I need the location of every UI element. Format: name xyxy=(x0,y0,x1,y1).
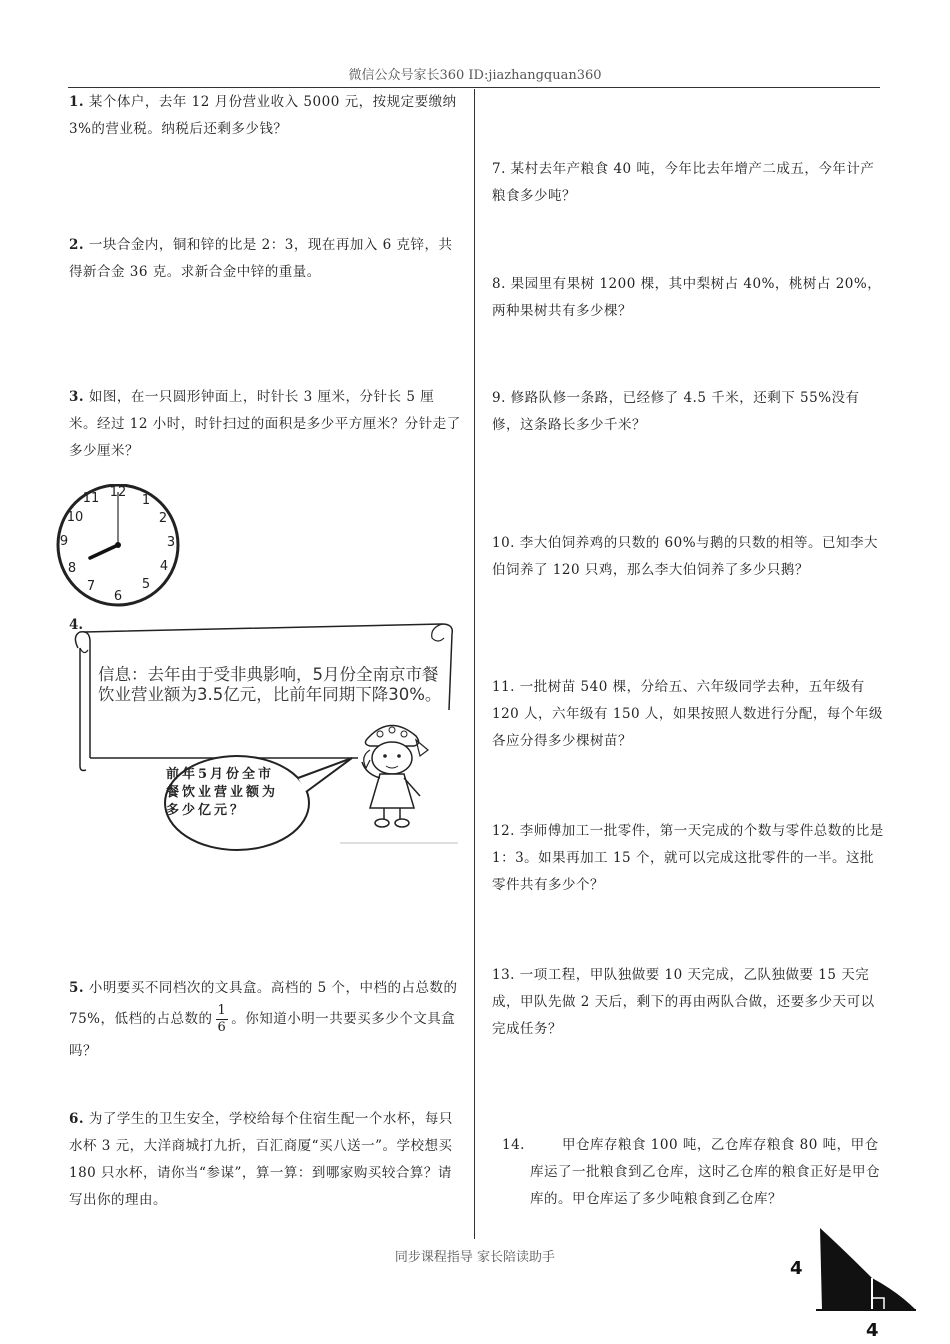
hour-hand xyxy=(90,545,118,558)
question-1 xyxy=(69,89,461,143)
question-1-number: 1. xyxy=(69,94,85,110)
girl-illustration xyxy=(340,716,440,831)
question-5 xyxy=(69,973,461,1066)
column-divider xyxy=(474,89,475,1239)
question-10: 10. 李大伯饲养鸡的只数的 60%与鹅的只数的相等。已知李大伯饲养了 120 只鸡，那么李大伯饲养了多少只鹅？ xyxy=(492,535,879,578)
question-6 xyxy=(69,1106,461,1214)
clock-number: 3 xyxy=(166,535,176,550)
fraction xyxy=(216,1003,229,1036)
clock-number: 4 xyxy=(159,559,169,574)
question-5-text-a: 小明要买不同档次的文具盒。高档的 5 个，中档的占总数的 75%，低档的占总数的 xyxy=(69,980,458,1027)
clock-number: 2 xyxy=(158,511,168,526)
question-3-text: 如图，在一只圆形钟面上，时针长 3 厘米，分针长 5 厘米。经过 12 小时，时针扫过的面积是多少平方厘米？分针走了多少厘米？ xyxy=(69,389,461,459)
question-2 xyxy=(69,232,461,286)
header-rule xyxy=(68,87,880,88)
question-4-number: 4. xyxy=(69,617,84,633)
question-6-text: 为了学生的卫生安全，学校给每个住宿生配一个水杯，每只水杯 3 元，大洋商城打九折，百汇商厦“买八送一”。学校想买 180 只水杯，请你当“参谋”，算一算：到哪家购买较合算？请写出你的理由。 xyxy=(69,1111,453,1208)
clock-number: 10 xyxy=(66,510,84,525)
question-3 xyxy=(69,384,461,465)
fraction-denominator: 6 xyxy=(217,1020,227,1035)
question-14-number: 14. xyxy=(502,1137,525,1153)
clock-center xyxy=(115,542,121,548)
figure-label-bottom: 4 xyxy=(866,1320,879,1341)
shaded-region xyxy=(820,1228,916,1310)
question-11: 11. 一批树苗 540 棵，分给五、六年级同学去种，五年级有 120 人，六年级有 150 人，如果按照人数进行分配，每个年级各应分得多少棵树苗？ xyxy=(492,679,883,749)
question-13: 13. 一项工程，甲队独做要 10 天完成，乙队独做要 15 天完成，甲队先做 2 天后，剩下的再由两队合做，还要多少天可以完成任务？ xyxy=(492,967,875,1037)
clock-number: 6 xyxy=(113,589,123,604)
figure-label-left: 4 xyxy=(790,1258,803,1279)
info-text: 信息：去年由于受非典影响，5月份全南京市餐饮业营业额为3.5亿元，比前年同期下降30%。 xyxy=(98,665,442,704)
clock-number: 12 xyxy=(109,485,127,500)
question-3-number: 3. xyxy=(69,389,85,405)
question-1-text: 某个体户，去年 12 月份营业收入 5000 元，按规定要缴纳 3%的营业税。纳税后还剩多少钱？ xyxy=(69,94,457,137)
question-9: 9. 修路队修一条路，已经修了 4.5 千米，还剩下 55%没有修，这条路长多少千米？ xyxy=(492,390,860,433)
triangle-figure xyxy=(780,1222,920,1342)
page-header: 微信公众号家长360 ID:jiazhangquan360 xyxy=(348,68,602,83)
clock-number: 5 xyxy=(141,577,151,592)
bubble-question: 前年5月份全市餐饮业营业额为多少亿元？ xyxy=(166,767,279,818)
question-5-text-b: 。你知道小明一共要买多少个文具盒吗？ xyxy=(69,1011,456,1059)
fraction-numerator: 1 xyxy=(217,1003,227,1018)
clock-number: 7 xyxy=(86,579,96,594)
question-6-number: 6. xyxy=(69,1111,85,1127)
question-12: 12. 李师傅加工一批零件，第一天完成的个数与零件总数的比是 1：3。如果再加工 15 个，就可以完成这批零件的一半。这批零件共有多少个？ xyxy=(492,823,884,893)
question-5-number: 5. xyxy=(69,980,85,996)
question-7: 7. 某村去年产粮食 40 吨，今年比去年增产二成五，今年计产粮食多少吨？ xyxy=(492,161,875,204)
clock-figure xyxy=(55,484,181,610)
question-2-text: 一块合金内，铜和锌的比是 2：3，现在再加入 6 克锌，共得新合金 36 克。求新合金中锌的重量。 xyxy=(69,237,453,280)
clock-number: 8 xyxy=(67,561,77,576)
question-2-number: 2. xyxy=(69,237,85,253)
clock-number: 9 xyxy=(59,534,69,549)
clock-number: 1 xyxy=(141,493,151,508)
question-8: 8. 果园里有果树 1200 棵，其中梨树占 40%，桃树占 20%，两种果树共有多少棵？ xyxy=(492,276,882,319)
page-footer: 同步课程指导 家长陪读助手 xyxy=(394,1250,556,1265)
clock-number: 11 xyxy=(82,491,100,506)
question-14: 甲仓库存粮食 100 吨，乙仓库存粮食 80 吨，甲仓库运了一批粮食到乙仓库，这时乙仓库的粮食正好是甲仓库的。甲仓库运了多少吨粮食到乙仓库？ xyxy=(530,1137,880,1207)
